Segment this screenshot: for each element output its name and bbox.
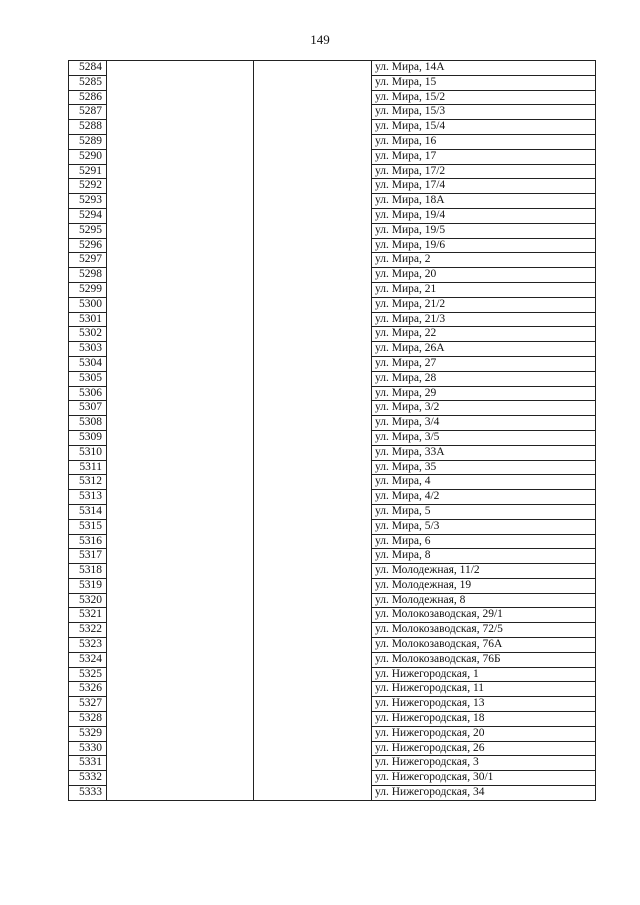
table-row: [69, 534, 596, 549]
table-row: [69, 475, 596, 490]
address-cell: ул. Мира, 4: [372, 475, 596, 490]
empty-cell: [254, 504, 372, 519]
row-number-cell: 5315: [69, 519, 107, 534]
row-number-cell: 5310: [69, 445, 107, 460]
row-number-cell: 5332: [69, 771, 107, 786]
empty-cell: [254, 534, 372, 549]
empty-cell: [107, 297, 254, 312]
empty-cell: [107, 771, 254, 786]
row-number-cell: 5333: [69, 786, 107, 801]
address-table: [68, 60, 596, 801]
empty-cell: [254, 297, 372, 312]
row-number-cell: 5318: [69, 564, 107, 579]
address-cell: ул. Мира, 16: [372, 134, 596, 149]
empty-cell: [107, 697, 254, 712]
empty-cell: [254, 179, 372, 194]
row-number-cell: 5325: [69, 667, 107, 682]
empty-cell: [107, 564, 254, 579]
empty-cell: [254, 342, 372, 357]
empty-cell: [107, 741, 254, 756]
empty-cell: [107, 608, 254, 623]
table-row: [69, 134, 596, 149]
table-row: [69, 416, 596, 431]
empty-cell: [254, 608, 372, 623]
empty-cell: [254, 652, 372, 667]
address-cell: ул. Мира, 8: [372, 549, 596, 564]
empty-cell: [254, 149, 372, 164]
empty-cell: [254, 771, 372, 786]
empty-cell: [107, 786, 254, 801]
table-row: [69, 327, 596, 342]
empty-cell: [254, 756, 372, 771]
address-cell: ул. Молокозаводская, 72/5: [372, 623, 596, 638]
row-number-cell: 5286: [69, 90, 107, 105]
row-number-cell: 5289: [69, 134, 107, 149]
empty-cell: [254, 238, 372, 253]
table-row: [69, 401, 596, 416]
row-number-cell: 5299: [69, 282, 107, 297]
table-row: [69, 149, 596, 164]
row-number-cell: 5307: [69, 401, 107, 416]
table-row: [69, 445, 596, 460]
empty-cell: [254, 75, 372, 90]
table-row: [69, 371, 596, 386]
table-row: [69, 578, 596, 593]
address-cell: ул. Мира, 15/3: [372, 105, 596, 120]
row-number-cell: 5309: [69, 430, 107, 445]
table-row: [69, 504, 596, 519]
empty-cell: [107, 164, 254, 179]
empty-cell: [254, 282, 372, 297]
empty-cell: [107, 638, 254, 653]
address-cell: ул. Нижегородская, 1: [372, 667, 596, 682]
table-row: [69, 268, 596, 283]
empty-cell: [254, 61, 372, 76]
table-row: [69, 342, 596, 357]
empty-cell: [107, 401, 254, 416]
address-cell: ул. Молокозаводская, 29/1: [372, 608, 596, 623]
row-number-cell: 5301: [69, 312, 107, 327]
empty-cell: [107, 593, 254, 608]
empty-cell: [107, 490, 254, 505]
row-number-cell: 5323: [69, 638, 107, 653]
table-row: [69, 771, 596, 786]
address-cell: ул. Нижегородская, 13: [372, 697, 596, 712]
empty-cell: [107, 756, 254, 771]
empty-cell: [107, 312, 254, 327]
row-number-cell: 5327: [69, 697, 107, 712]
row-number-cell: 5304: [69, 356, 107, 371]
empty-cell: [107, 149, 254, 164]
table-row: [69, 564, 596, 579]
row-number-cell: 5314: [69, 504, 107, 519]
address-cell: ул. Нижегородская, 34: [372, 786, 596, 801]
table-row: [69, 726, 596, 741]
table-row: [69, 460, 596, 475]
empty-cell: [254, 356, 372, 371]
row-number-cell: 5313: [69, 490, 107, 505]
row-number-cell: 5293: [69, 194, 107, 209]
empty-cell: [254, 667, 372, 682]
empty-cell: [254, 164, 372, 179]
table-row: [69, 75, 596, 90]
empty-cell: [107, 578, 254, 593]
table-row: [69, 712, 596, 727]
empty-cell: [254, 445, 372, 460]
address-cell: ул. Мира, 3/2: [372, 401, 596, 416]
empty-cell: [107, 356, 254, 371]
table-row: [69, 623, 596, 638]
row-number-cell: 5311: [69, 460, 107, 475]
address-cell: ул. Мира, 5/3: [372, 519, 596, 534]
empty-cell: [254, 638, 372, 653]
empty-cell: [254, 134, 372, 149]
address-cell: ул. Нижегородская, 3: [372, 756, 596, 771]
address-cell: ул. Мира, 6: [372, 534, 596, 549]
empty-cell: [254, 327, 372, 342]
empty-cell: [254, 623, 372, 638]
row-number-cell: 5319: [69, 578, 107, 593]
row-number-cell: 5305: [69, 371, 107, 386]
table-row: [69, 194, 596, 209]
table-row: [69, 638, 596, 653]
table-row: [69, 282, 596, 297]
empty-cell: [254, 475, 372, 490]
row-number-cell: 5284: [69, 61, 107, 76]
table-row: [69, 105, 596, 120]
table-row: [69, 164, 596, 179]
address-cell: ул. Мира, 20: [372, 268, 596, 283]
empty-cell: [107, 342, 254, 357]
table-row: [69, 61, 596, 76]
address-cell: ул. Мира, 17/4: [372, 179, 596, 194]
empty-cell: [254, 519, 372, 534]
empty-cell: [107, 61, 254, 76]
empty-cell: [107, 238, 254, 253]
address-cell: ул. Мира, 4/2: [372, 490, 596, 505]
row-number-cell: 5294: [69, 208, 107, 223]
row-number-cell: 5302: [69, 327, 107, 342]
table-row: [69, 253, 596, 268]
empty-cell: [107, 475, 254, 490]
empty-cell: [107, 682, 254, 697]
empty-cell: [254, 194, 372, 209]
empty-cell: [107, 327, 254, 342]
table-row: [69, 430, 596, 445]
address-cell: ул. Мира, 29: [372, 386, 596, 401]
address-cell: ул. Мира, 26А: [372, 342, 596, 357]
address-cell: ул. Мира, 22: [372, 327, 596, 342]
row-number-cell: 5331: [69, 756, 107, 771]
page-number: 149: [310, 32, 330, 47]
empty-cell: [107, 504, 254, 519]
empty-cell: [254, 682, 372, 697]
empty-cell: [107, 549, 254, 564]
empty-cell: [254, 223, 372, 238]
table-row: [69, 741, 596, 756]
empty-cell: [107, 105, 254, 120]
row-number-cell: 5285: [69, 75, 107, 90]
address-cell: ул. Мира, 21/3: [372, 312, 596, 327]
empty-cell: [254, 416, 372, 431]
address-cell: ул. Молодежная, 19: [372, 578, 596, 593]
empty-cell: [107, 652, 254, 667]
row-number-cell: 5326: [69, 682, 107, 697]
row-number-cell: 5306: [69, 386, 107, 401]
empty-cell: [107, 712, 254, 727]
address-cell: ул. Мира, 5: [372, 504, 596, 519]
address-table-body: [69, 61, 596, 801]
empty-cell: [107, 268, 254, 283]
address-cell: ул. Мира, 17/2: [372, 164, 596, 179]
address-cell: ул. Мира, 19/4: [372, 208, 596, 223]
table-row: [69, 608, 596, 623]
row-number-cell: 5328: [69, 712, 107, 727]
table-row: [69, 223, 596, 238]
table-row: [69, 697, 596, 712]
empty-cell: [107, 519, 254, 534]
address-cell: ул. Мира, 3/4: [372, 416, 596, 431]
row-number-cell: 5288: [69, 120, 107, 135]
empty-cell: [254, 105, 372, 120]
row-number-cell: 5320: [69, 593, 107, 608]
address-cell: ул. Мира, 21/2: [372, 297, 596, 312]
row-number-cell: 5291: [69, 164, 107, 179]
table-row: [69, 297, 596, 312]
table-row: [69, 682, 596, 697]
row-number-cell: 5287: [69, 105, 107, 120]
row-number-cell: 5316: [69, 534, 107, 549]
address-cell: ул. Мира, 19/5: [372, 223, 596, 238]
empty-cell: [107, 223, 254, 238]
empty-cell: [254, 549, 372, 564]
empty-cell: [254, 268, 372, 283]
address-cell: ул. Мира, 18А: [372, 194, 596, 209]
address-cell: ул. Нижегородская, 26: [372, 741, 596, 756]
empty-cell: [107, 371, 254, 386]
address-cell: ул. Мира, 33А: [372, 445, 596, 460]
row-number-cell: 5312: [69, 475, 107, 490]
address-cell: ул. Мира, 2: [372, 253, 596, 268]
empty-cell: [107, 90, 254, 105]
empty-cell: [107, 416, 254, 431]
empty-cell: [254, 312, 372, 327]
address-cell: ул. Мира, 27: [372, 356, 596, 371]
empty-cell: [107, 120, 254, 135]
table-row: [69, 90, 596, 105]
address-cell: ул. Мира, 21: [372, 282, 596, 297]
table-row: [69, 593, 596, 608]
row-number-cell: 5324: [69, 652, 107, 667]
row-number-cell: 5290: [69, 149, 107, 164]
address-cell: ул. Молодежная, 8: [372, 593, 596, 608]
table-row: [69, 208, 596, 223]
address-cell: ул. Мира, 15/2: [372, 90, 596, 105]
table-row: [69, 786, 596, 801]
empty-cell: [107, 75, 254, 90]
address-cell: ул. Мира, 3/5: [372, 430, 596, 445]
empty-cell: [107, 623, 254, 638]
address-cell: ул. Мира, 28: [372, 371, 596, 386]
address-cell: ул. Молокозаводская, 76Б: [372, 652, 596, 667]
address-cell: ул. Нижегородская, 20: [372, 726, 596, 741]
row-number-cell: 5303: [69, 342, 107, 357]
address-cell: ул. Мира, 14А: [372, 61, 596, 76]
empty-cell: [107, 726, 254, 741]
table-row: [69, 652, 596, 667]
empty-cell: [107, 208, 254, 223]
row-number-cell: 5298: [69, 268, 107, 283]
empty-cell: [254, 697, 372, 712]
address-cell: ул. Нижегородская, 30/1: [372, 771, 596, 786]
empty-cell: [107, 667, 254, 682]
empty-cell: [254, 741, 372, 756]
empty-cell: [254, 401, 372, 416]
row-number-cell: 5321: [69, 608, 107, 623]
table-row: [69, 519, 596, 534]
empty-cell: [107, 253, 254, 268]
row-number-cell: 5330: [69, 741, 107, 756]
empty-cell: [107, 179, 254, 194]
row-number-cell: 5329: [69, 726, 107, 741]
empty-cell: [107, 430, 254, 445]
row-number-cell: 5300: [69, 297, 107, 312]
table-row: [69, 549, 596, 564]
empty-cell: [254, 90, 372, 105]
address-cell: ул. Мира, 35: [372, 460, 596, 475]
row-number-cell: 5297: [69, 253, 107, 268]
address-cell: ул. Молокозаводская, 76А: [372, 638, 596, 653]
row-number-cell: 5317: [69, 549, 107, 564]
empty-cell: [254, 726, 372, 741]
empty-cell: [107, 194, 254, 209]
row-number-cell: 5295: [69, 223, 107, 238]
empty-cell: [107, 282, 254, 297]
table-row: [69, 667, 596, 682]
table-row: [69, 312, 596, 327]
table-row: [69, 356, 596, 371]
address-cell: ул. Нижегородская, 11: [372, 682, 596, 697]
row-number-cell: 5322: [69, 623, 107, 638]
address-cell: ул. Мира, 15/4: [372, 120, 596, 135]
empty-cell: [254, 371, 372, 386]
table-row: [69, 238, 596, 253]
table-row: [69, 386, 596, 401]
address-cell: ул. Молодежная, 11/2: [372, 564, 596, 579]
empty-cell: [254, 578, 372, 593]
empty-cell: [254, 208, 372, 223]
empty-cell: [107, 445, 254, 460]
row-number-cell: 5308: [69, 416, 107, 431]
empty-cell: [254, 712, 372, 727]
table-row: [69, 490, 596, 505]
address-cell: ул. Мира, 17: [372, 149, 596, 164]
empty-cell: [254, 490, 372, 505]
empty-cell: [107, 534, 254, 549]
table-row: [69, 756, 596, 771]
row-number-cell: 5292: [69, 179, 107, 194]
empty-cell: [107, 460, 254, 475]
address-cell: ул. Мира, 15: [372, 75, 596, 90]
empty-cell: [107, 386, 254, 401]
empty-cell: [107, 134, 254, 149]
table-row: [69, 179, 596, 194]
empty-cell: [254, 253, 372, 268]
empty-cell: [254, 460, 372, 475]
address-cell: ул. Нижегородская, 18: [372, 712, 596, 727]
empty-cell: [254, 786, 372, 801]
row-number-cell: 5296: [69, 238, 107, 253]
empty-cell: [254, 120, 372, 135]
table-row: [69, 120, 596, 135]
address-cell: ул. Мира, 19/6: [372, 238, 596, 253]
empty-cell: [254, 430, 372, 445]
empty-cell: [254, 564, 372, 579]
empty-cell: [254, 386, 372, 401]
empty-cell: [254, 593, 372, 608]
